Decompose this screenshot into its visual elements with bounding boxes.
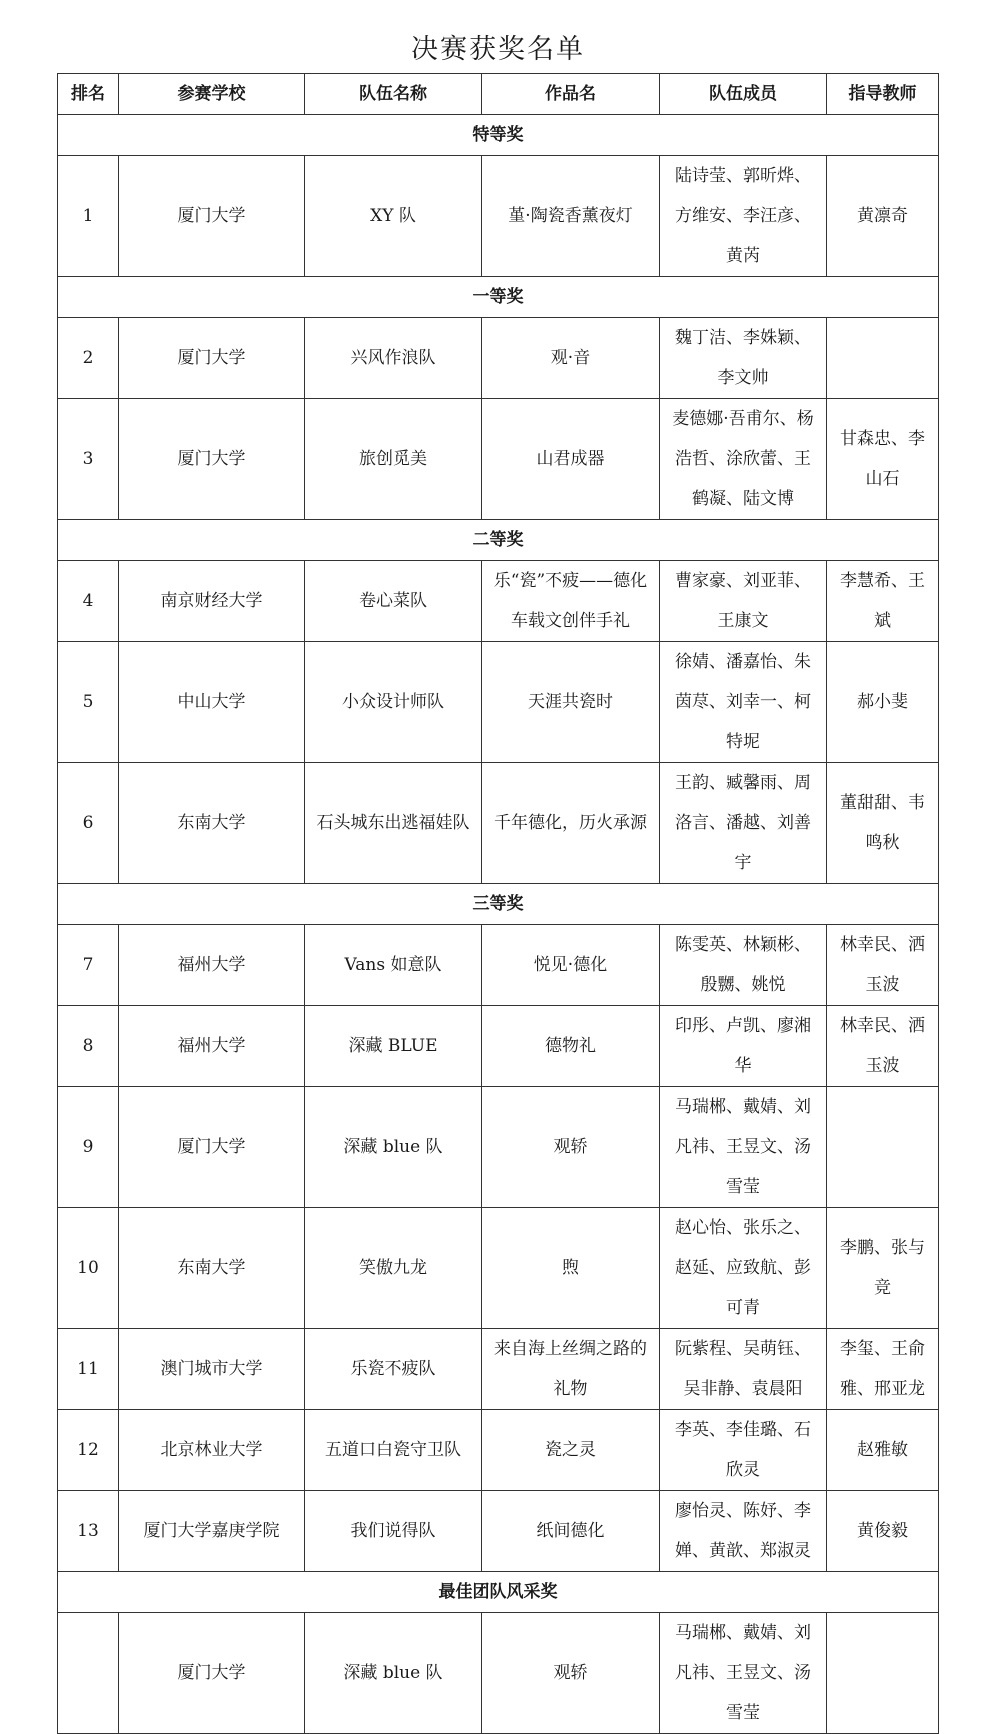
cell-members: 徐婧、潘嘉怡、朱茵荩、刘幸一、柯特坭 <box>660 642 827 763</box>
cell-rank: 3 <box>58 399 119 520</box>
cell-rank: 11 <box>58 1329 119 1410</box>
cell-teacher: 郝小斐 <box>827 642 939 763</box>
cell-work: 天涯共瓷时 <box>482 642 660 763</box>
cell-school: 澳门城市大学 <box>119 1329 305 1410</box>
cell-rank: 1 <box>58 156 119 277</box>
cell-rank <box>58 1613 119 1734</box>
category-label: 二等奖 <box>58 520 939 561</box>
header-school: 参赛学校 <box>119 74 305 115</box>
cell-rank: 4 <box>58 561 119 642</box>
cell-work: 观·音 <box>482 318 660 399</box>
header-team: 队伍名称 <box>305 74 482 115</box>
cell-team: XY 队 <box>305 156 482 277</box>
cell-members: 陆诗莹、郭昕烨、方维安、李汪彦、黄芮 <box>660 156 827 277</box>
cell-rank: 2 <box>58 318 119 399</box>
cell-members: 廖怡灵、陈妤、李婵、黄歆、郑淑灵 <box>660 1491 827 1572</box>
table-row <box>58 318 939 399</box>
cell-members: 陈雯英、林颖彬、殷嬲、姚悦 <box>660 925 827 1006</box>
cell-team: Vans 如意队 <box>305 925 482 1006</box>
cell-rank: 7 <box>58 925 119 1006</box>
cell-work: 观轿 <box>482 1087 660 1208</box>
cell-work: 纸间德化 <box>482 1491 660 1572</box>
cell-team: 兴风作浪队 <box>305 318 482 399</box>
cell-team: 深藏 blue 队 <box>305 1613 482 1734</box>
cell-school: 厦门大学 <box>119 1613 305 1734</box>
cell-teacher: 林幸民、洒玉波 <box>827 925 939 1006</box>
cell-school: 东南大学 <box>119 763 305 884</box>
cell-school: 北京林业大学 <box>119 1410 305 1491</box>
cell-work: 德物礼 <box>482 1006 660 1087</box>
category-label: 一等奖 <box>58 277 939 318</box>
cell-school: 厦门大学嘉庚学院 <box>119 1491 305 1572</box>
table-row <box>58 642 939 763</box>
cell-team: 乐瓷不疲队 <box>305 1329 482 1410</box>
cell-members: 马瑞郴、戴婧、刘凡祎、王昱文、汤雪莹 <box>660 1087 827 1208</box>
cell-teacher: 李玺、王俞雅、邢亚龙 <box>827 1329 939 1410</box>
cell-members: 麦德娜·吾甫尔、杨浩哲、涂欣蕾、王鹤凝、陆文博 <box>660 399 827 520</box>
cell-school: 厦门大学 <box>119 156 305 277</box>
cell-teacher: 赵雅敏 <box>827 1410 939 1491</box>
cell-work: 悦见·德化 <box>482 925 660 1006</box>
table-row <box>58 1006 939 1087</box>
cell-work: 山君成器 <box>482 399 660 520</box>
cell-rank: 13 <box>58 1491 119 1572</box>
header-rank: 排名 <box>58 74 119 115</box>
category-row <box>58 884 939 925</box>
cell-team: 旅创觅美 <box>305 399 482 520</box>
cell-work: 瓷之灵 <box>482 1410 660 1491</box>
cell-rank: 9 <box>58 1087 119 1208</box>
table-row <box>58 1491 939 1572</box>
awards-table <box>57 73 939 1734</box>
cell-team: 我们说得队 <box>305 1491 482 1572</box>
table-row <box>58 156 939 277</box>
cell-members: 魏丁洁、李姝颖、李文帅 <box>660 318 827 399</box>
cell-teacher <box>827 318 939 399</box>
header-members: 队伍成员 <box>660 74 827 115</box>
cell-school: 南京财经大学 <box>119 561 305 642</box>
cell-rank: 12 <box>58 1410 119 1491</box>
cell-teacher <box>827 1087 939 1208</box>
cell-work: 煦 <box>482 1208 660 1329</box>
cell-team: 深藏 blue 队 <box>305 1087 482 1208</box>
category-row <box>58 1572 939 1613</box>
table-row <box>58 561 939 642</box>
cell-work: 乐“瓷”不疲——德化车载文创伴手礼 <box>482 561 660 642</box>
cell-rank: 8 <box>58 1006 119 1087</box>
category-row <box>58 520 939 561</box>
cell-school: 福州大学 <box>119 925 305 1006</box>
cell-school: 厦门大学 <box>119 1087 305 1208</box>
cell-rank: 5 <box>58 642 119 763</box>
cell-team: 深藏 BLUE <box>305 1006 482 1087</box>
cell-school: 中山大学 <box>119 642 305 763</box>
category-row <box>58 277 939 318</box>
cell-teacher: 黄凛奇 <box>827 156 939 277</box>
cell-teacher: 甘森忠、李山石 <box>827 399 939 520</box>
page-title: 决赛获奖名单 <box>411 34 585 65</box>
header-work: 作品名 <box>482 74 660 115</box>
table-row <box>58 399 939 520</box>
cell-teacher: 李慧希、王斌 <box>827 561 939 642</box>
cell-team: 石头城东出逃福娃队 <box>305 763 482 884</box>
cell-team: 笑傲九龙 <box>305 1208 482 1329</box>
table-row <box>58 1208 939 1329</box>
table-row <box>58 1329 939 1410</box>
cell-team: 小众设计师队 <box>305 642 482 763</box>
cell-teacher: 董甜甜、韦鸣秋 <box>827 763 939 884</box>
cell-members: 阮紫程、吴萌钰、吴非静、袁晨阳 <box>660 1329 827 1410</box>
cell-members: 曹家豪、刘亚菲、王康文 <box>660 561 827 642</box>
category-label: 三等奖 <box>58 884 939 925</box>
table-row <box>58 1613 939 1734</box>
cell-rank: 6 <box>58 763 119 884</box>
cell-team: 五道口白瓷守卫队 <box>305 1410 482 1491</box>
cell-school: 东南大学 <box>119 1208 305 1329</box>
table-row <box>58 1087 939 1208</box>
cell-work: 观轿 <box>482 1613 660 1734</box>
cell-school: 福州大学 <box>119 1006 305 1087</box>
cell-work: 千年德化，历火承源 <box>482 763 660 884</box>
cell-members: 李英、李佳璐、石欣灵 <box>660 1410 827 1491</box>
cell-teacher: 李鹏、张与竞 <box>827 1208 939 1329</box>
cell-teacher <box>827 1613 939 1734</box>
cell-school: 厦门大学 <box>119 399 305 520</box>
table-header-row <box>58 74 939 115</box>
table-row <box>58 925 939 1006</box>
cell-members: 马瑞郴、戴婧、刘凡祎、王昱文、汤雪莹 <box>660 1613 827 1734</box>
category-label: 特等奖 <box>58 115 939 156</box>
cell-members: 赵心怡、张乐之、赵延、应致航、彭可青 <box>660 1208 827 1329</box>
cell-teacher: 黄俊毅 <box>827 1491 939 1572</box>
cell-work: 堇·陶瓷香薰夜灯 <box>482 156 660 277</box>
category-label: 最佳团队风采奖 <box>58 1572 939 1613</box>
cell-teacher: 林幸民、洒玉波 <box>827 1006 939 1087</box>
table-row <box>58 1410 939 1491</box>
cell-team: 卷心菜队 <box>305 561 482 642</box>
table-row <box>58 763 939 884</box>
cell-school: 厦门大学 <box>119 318 305 399</box>
category-row <box>58 115 939 156</box>
cell-rank: 10 <box>58 1208 119 1329</box>
cell-work: 来自海上丝绸之路的礼物 <box>482 1329 660 1410</box>
cell-members: 王韵、臧馨雨、周洛言、潘越、刘善宇 <box>660 763 827 884</box>
header-teacher: 指导教师 <box>827 74 939 115</box>
cell-members: 印彤、卢凯、廖湘华 <box>660 1006 827 1087</box>
